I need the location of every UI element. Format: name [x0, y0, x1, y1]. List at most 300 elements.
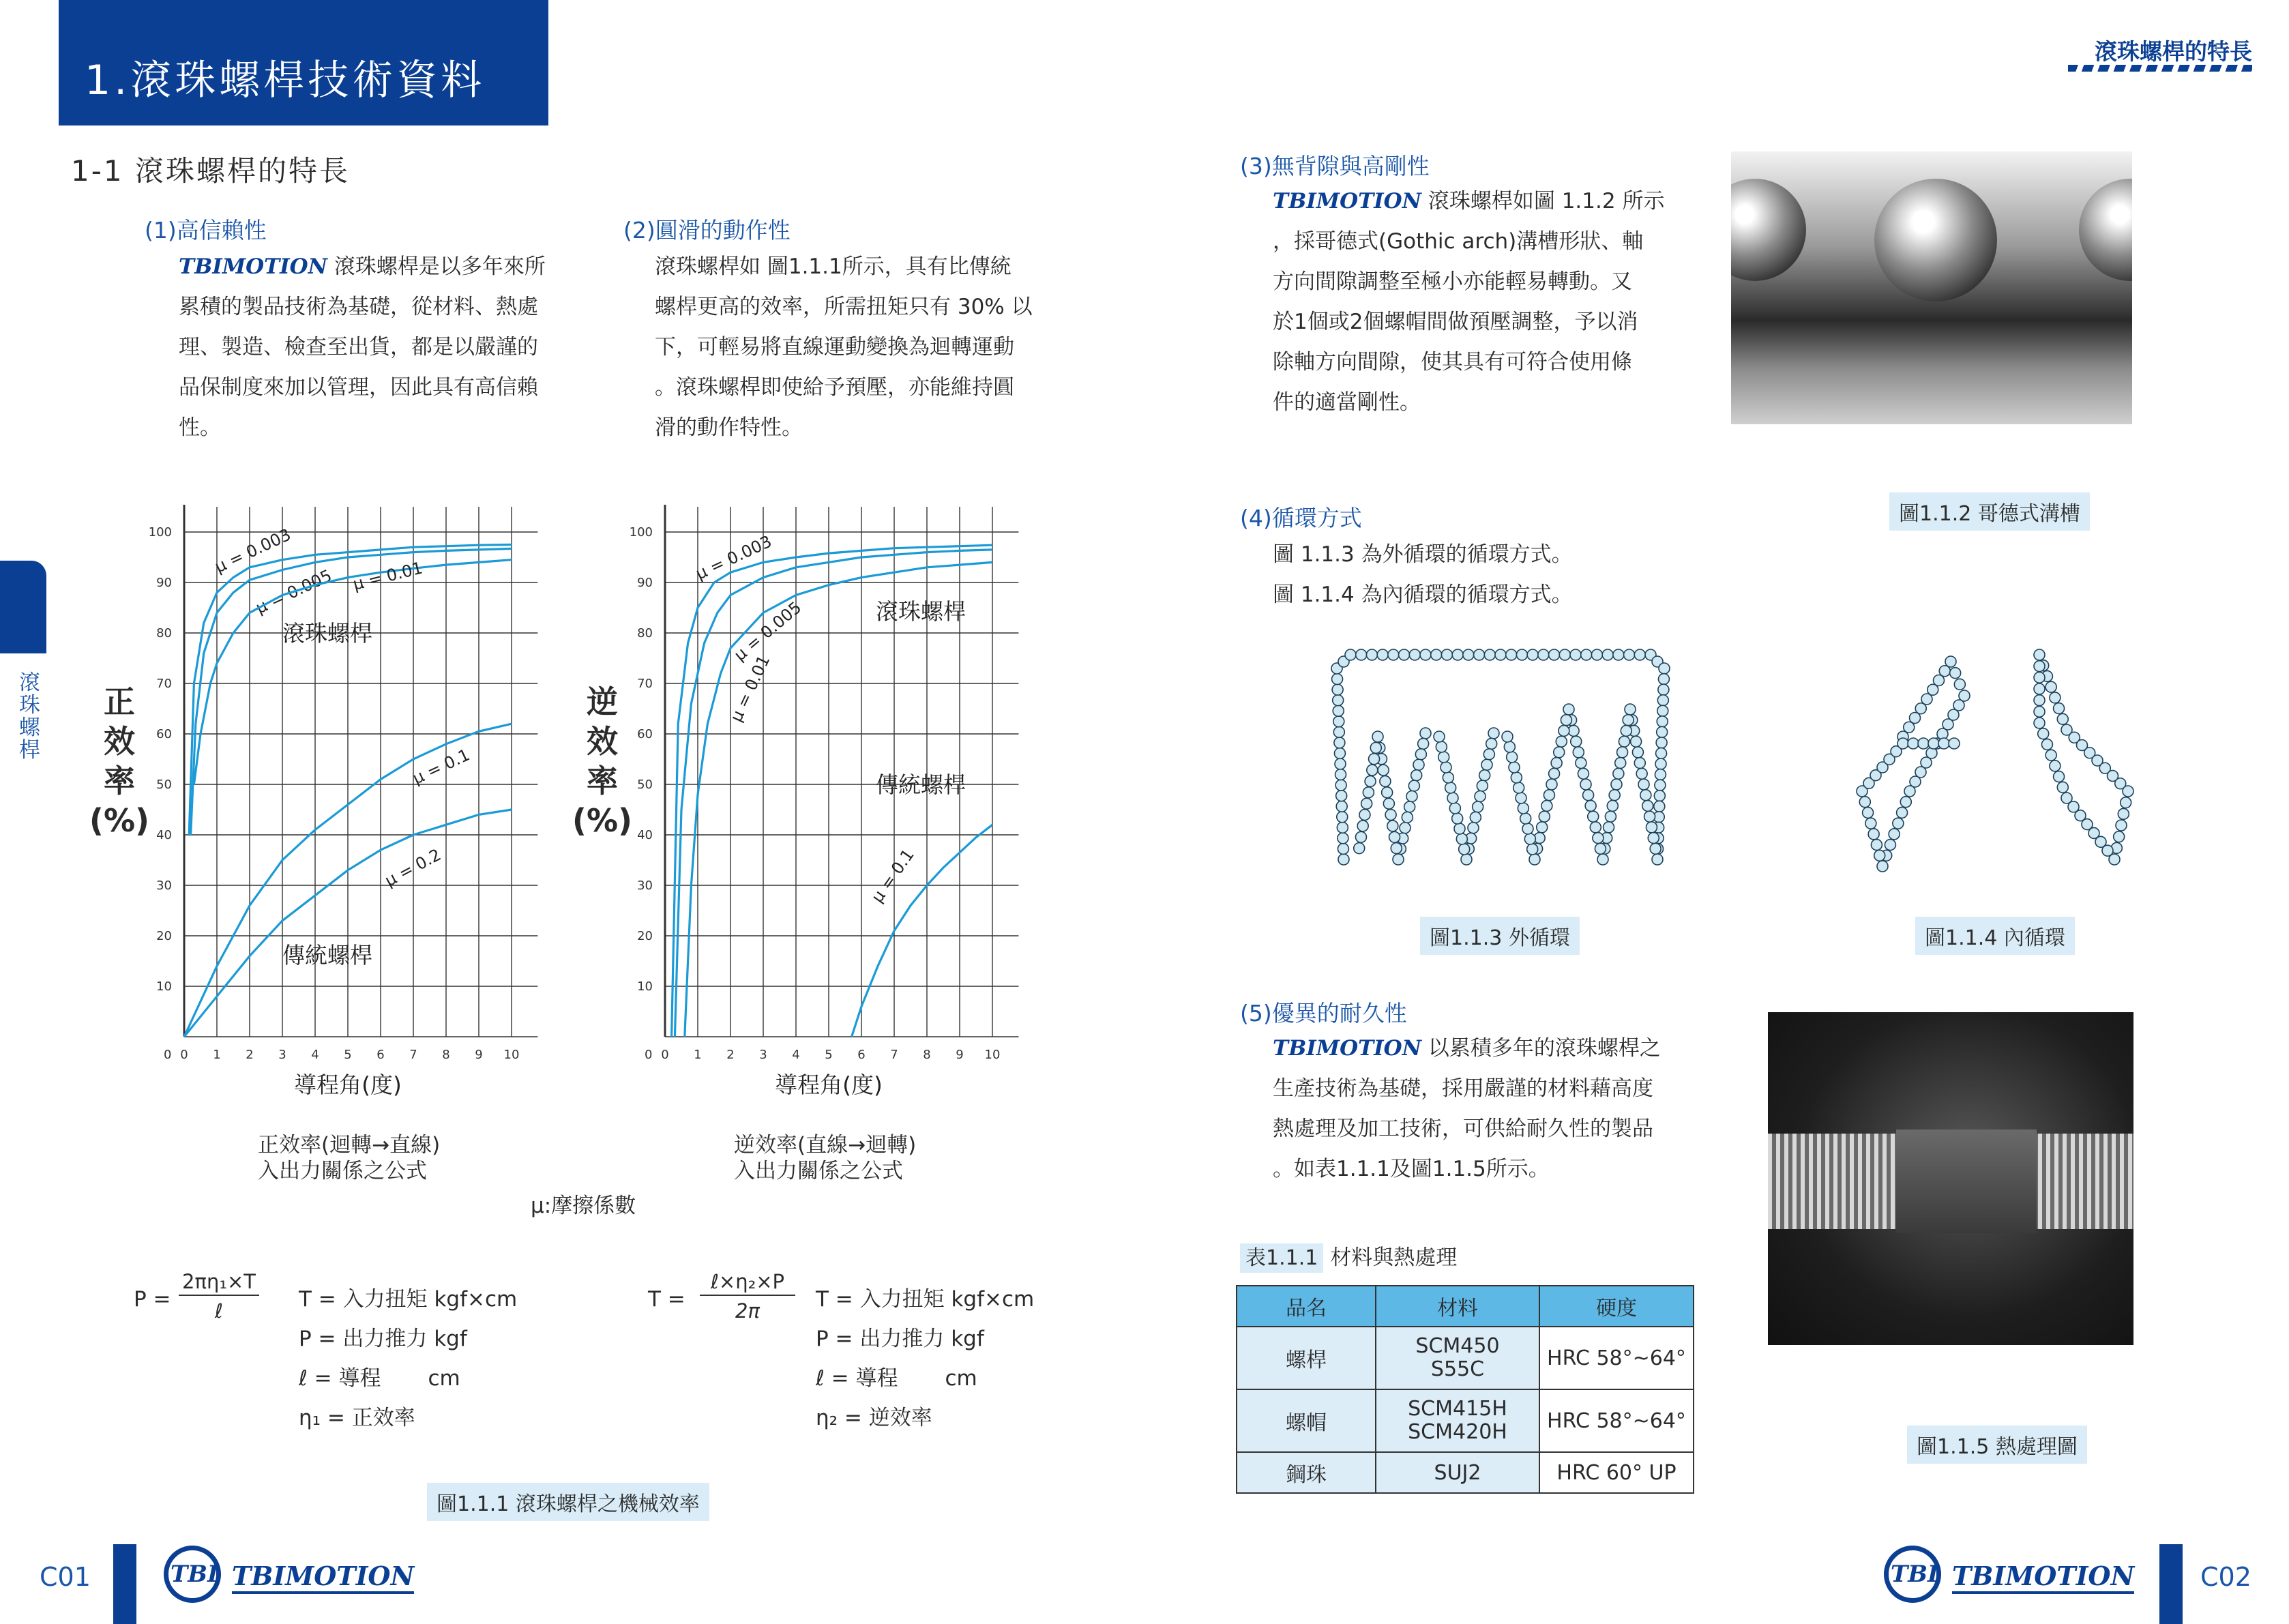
reverse-efficiency-chart — [610, 505, 1020, 1105]
logo-text: TBIMOTION — [232, 1561, 414, 1594]
ball-icon — [2121, 797, 2131, 808]
ball-icon — [1640, 790, 1651, 801]
ball-icon — [1336, 801, 1347, 812]
ball-icon — [2034, 695, 2045, 706]
ball-icon — [1605, 811, 1616, 822]
forward-formula-title: 正效率(迴轉→直線) 入出力關係之公式 — [258, 1133, 441, 1183]
item3-body: 滾珠螺桿如圖 1.1.2 所示 ，採哥德式(Gothic arch)溝槽形狀、軸 方向間隙調整至極小亦能輕易轉動。又 於1個或2個螺帽間做預壓調整，予以消 除軸方向間隙，使其具有可符合使用條 件的適當剛性。 — [1273, 189, 1665, 415]
ball-icon — [1556, 736, 1567, 747]
ball-icon — [1509, 762, 1520, 773]
x-tick-label: 8 — [923, 1048, 931, 1062]
ball-icon — [1383, 798, 1394, 809]
ball-icon — [1406, 791, 1417, 802]
ball-icon — [1658, 674, 1669, 685]
ballscrew-label: 滾珠螺桿 — [876, 598, 966, 625]
x-tick-label: 2 — [726, 1048, 735, 1062]
ball-icon — [1389, 831, 1400, 842]
ball-icon — [1445, 782, 1456, 793]
x-tick-label: 4 — [792, 1048, 800, 1062]
ball-icon — [1408, 780, 1419, 791]
ball-icon — [1623, 715, 1634, 726]
caption-fig114: 圖1.1.4 內循環 — [1915, 917, 2075, 955]
ball-icon — [1357, 821, 1368, 831]
ball-icon — [1488, 728, 1499, 739]
ball-icon — [1355, 831, 1366, 842]
ball-icon — [2050, 692, 2061, 703]
y-tick-label: 90 — [637, 576, 653, 590]
ball-icon — [1632, 747, 1643, 758]
ball-icon — [1549, 768, 1560, 779]
ball-icon — [1634, 649, 1645, 660]
logo-left — [164, 1546, 423, 1603]
cell-material: SUJ2 — [1376, 1452, 1539, 1493]
logo-mark: TBI — [1891, 1561, 1938, 1588]
ball-icon — [1473, 801, 1483, 812]
ball-icon — [1481, 759, 1492, 770]
ball-icon — [1524, 833, 1535, 844]
ball-icon — [1409, 649, 1420, 660]
x-tick-label: 6 — [376, 1048, 385, 1062]
item4-text: 圖 1.1.3 為外循環的循環方式。 圖 1.1.4 為內循環的循環方式。 — [1273, 542, 1573, 607]
y-tick-label: 40 — [637, 828, 653, 842]
y-tick-label: 80 — [637, 626, 653, 640]
ball-icon — [1544, 790, 1554, 801]
y-tick-label: 20 — [156, 929, 172, 943]
item4-title: (4)循環方式 — [1240, 505, 1362, 531]
ball-icon — [1518, 803, 1529, 814]
ball-icon — [1631, 736, 1642, 747]
chapter-title-bar — [59, 0, 548, 126]
x-tick-label: 10 — [503, 1048, 520, 1062]
ball-icon — [1335, 758, 1346, 769]
cell-material: SCM450 S55C — [1376, 1327, 1539, 1389]
ball-icon — [1527, 649, 1538, 660]
ball-icon — [1400, 823, 1411, 833]
ball-icon — [1438, 752, 1449, 763]
y-tick-label: 100 — [629, 525, 653, 540]
header-stripes — [2068, 65, 2252, 72]
y-tick-label: 30 — [637, 879, 653, 893]
caption-fig112: 圖1.1.2 哥德式溝槽 — [1889, 492, 2090, 531]
def-line: P = 出力推力 kgf — [299, 1327, 467, 1351]
logo-text: TBIMOTION — [1952, 1561, 2134, 1594]
ball-icon — [1411, 770, 1422, 781]
item1-text — [179, 247, 588, 448]
ball-icon — [1602, 649, 1613, 660]
ball-icon — [1659, 663, 1670, 674]
ball-icon — [1420, 649, 1431, 660]
ball-icon — [1877, 861, 1888, 872]
ball-icon — [1511, 772, 1522, 783]
footer-bar-left — [113, 1544, 136, 1624]
traditional-screw-label: 傳統螺桿 — [282, 942, 372, 969]
ball-icon — [1336, 791, 1347, 801]
x-tick-label: 5 — [344, 1048, 352, 1062]
ball-icon — [1573, 747, 1584, 758]
ball-icon — [1332, 674, 1343, 685]
series-label: μ = 0.003 — [692, 531, 775, 584]
x-axis-label: 導程角(度) — [294, 1072, 402, 1098]
cell-hardness: HRC 58°~64° — [1539, 1327, 1694, 1389]
ball-icon — [1871, 840, 1882, 851]
ball-icon — [1561, 715, 1571, 726]
ball-icon — [1868, 829, 1879, 840]
ball-icon — [1404, 801, 1415, 812]
ball-icon — [1333, 716, 1344, 727]
def-line: ℓ = 導程 cm — [816, 1366, 977, 1391]
ball-icon — [1431, 649, 1442, 660]
ball-icon — [1372, 731, 1383, 742]
ball-icon — [1513, 782, 1524, 793]
ball-icon — [1551, 758, 1562, 769]
ball-icon — [1333, 705, 1344, 716]
ball-icon — [1621, 725, 1631, 736]
ball-icon — [2054, 771, 2065, 782]
ball-icon — [1588, 811, 1599, 822]
caption-fig113: 圖1.1.3 外循環 — [1420, 917, 1580, 955]
formula-right-numerator: ℓ×η₂×P — [700, 1270, 795, 1296]
ball-icon — [1413, 759, 1424, 770]
ball-icon — [1889, 829, 1900, 840]
def-line: η₂ = 逆效率 — [816, 1406, 932, 1430]
ball-icon — [1874, 850, 1885, 861]
item5-body: 以累積多年的滾珠螺桿之 生產技術為基礎，採用嚴謹的材料藉高度 熱處理及加工技術，可供給耐久性的製品 。如表1.1.1及圖1.1.5所示。 — [1273, 1036, 1661, 1181]
ball-icon — [2116, 820, 2127, 831]
ball-icon — [2034, 661, 2045, 672]
ball-icon — [1454, 823, 1465, 834]
ball-icon — [1638, 779, 1649, 790]
series-label: μ = 0.005 — [730, 597, 806, 665]
table-row — [1237, 1452, 1694, 1493]
x-tick-label: 9 — [956, 1048, 964, 1062]
gothic-groove-photo — [1731, 151, 2132, 424]
ball-icon — [1477, 780, 1488, 791]
caption-fig111: 圖1.1.1 滾珠螺桿之機械效率 — [427, 1483, 709, 1521]
origin-label: 0 — [645, 1048, 653, 1062]
ball-icon — [1654, 801, 1665, 812]
ball-icon — [1387, 821, 1398, 831]
cell-hardness: HRC 60° UP — [1539, 1452, 1694, 1493]
table-header-row — [1237, 1286, 1694, 1327]
running-header: 滾珠螺桿的特長 — [2095, 38, 2252, 65]
origin-label: 0 — [164, 1048, 172, 1062]
ball-icon — [2123, 786, 2133, 797]
def-line: P = 出力推力 kgf — [816, 1327, 984, 1351]
ball-icon — [1654, 791, 1665, 801]
series-label: μ = 0.2 — [381, 844, 445, 891]
ball-icon — [1475, 791, 1486, 802]
ball-icon — [2041, 739, 2052, 750]
ball-icon — [1461, 854, 1472, 865]
ball-icon — [1657, 716, 1668, 727]
item5-text — [1273, 1029, 1709, 1190]
ball-icon — [1527, 844, 1538, 855]
ball-icon — [1502, 731, 1513, 742]
ball-icon — [1441, 649, 1452, 660]
ball-icon — [2034, 706, 2045, 717]
ball-icon — [1897, 807, 1908, 818]
formula-right-denominator: 2π — [735, 1299, 760, 1323]
item2-text: 滾珠螺桿如 圖1.1.1所示，具有比傳統 螺桿更高的效率，所需扭矩只有 30% 以 下，可輕易將直線運動變換為迴轉運動 。滾珠螺桿即使給予預壓，亦能維持圓 滑的動作特性。 — [655, 254, 1033, 440]
ball-icon — [1646, 822, 1657, 833]
y-tick-label: 90 — [156, 576, 172, 590]
y-tick-label: 80 — [156, 626, 172, 640]
ball-icon — [1656, 737, 1667, 748]
header-name: 品名 — [1237, 1286, 1376, 1327]
ball-icon — [1908, 738, 1919, 749]
ball-icon — [1479, 770, 1490, 781]
ball-icon — [1655, 758, 1666, 769]
forward-ylabel: 正效率 (%) — [89, 683, 150, 839]
series-label: μ = 0.01 — [726, 652, 774, 725]
ball-icon — [1904, 786, 1915, 797]
section-title: 1-1 滾珠螺桿的特長 — [71, 154, 350, 188]
ball-icon — [1516, 649, 1527, 660]
ball-icon — [1333, 695, 1344, 706]
ball-icon — [2034, 683, 2045, 694]
ball-icon — [1634, 758, 1645, 769]
table-row — [1237, 1327, 1694, 1389]
ball-icon — [1354, 843, 1365, 854]
y-tick-label: 20 — [637, 929, 653, 943]
ball-icon — [1900, 797, 1911, 808]
caption-fig115: 圖1.1.5 熱處理圖 — [1907, 1426, 2087, 1464]
ball-icon — [1865, 818, 1876, 829]
formula-left-lhs: P = — [134, 1287, 171, 1312]
ball-icon — [1585, 800, 1596, 811]
chapter-title: 1.滾珠螺桿技術資料 — [85, 57, 486, 104]
ball-icon — [1539, 811, 1550, 822]
table-row — [1237, 1389, 1694, 1452]
ball-icon — [1529, 854, 1540, 865]
def-line: T = 入力扭矩 kgf×cm — [816, 1287, 1035, 1312]
ball-icon — [1382, 787, 1393, 798]
ball-icon — [1595, 843, 1606, 854]
series-label: μ = 0.003 — [211, 525, 294, 577]
ball-icon — [1456, 833, 1467, 844]
ball-icon — [1338, 854, 1349, 865]
series-line — [191, 548, 512, 835]
ball-icon — [2046, 681, 2056, 692]
ball-icon — [1335, 769, 1346, 780]
ball-icon — [1420, 728, 1431, 739]
ball-icon — [1393, 854, 1404, 865]
ball-icon — [1885, 840, 1895, 851]
x-tick-label: 0 — [661, 1048, 669, 1062]
external-circulation-diagram — [1330, 641, 1678, 873]
item1-body: 滾珠螺桿是以多年來所 累積的製品技術為基礎，從材料、熱處 理、製造、檢查至出貨，都是以嚴謹的 品保制度來加以管理，因此具有高信賴 性。 — [179, 254, 546, 440]
friction-note: μ:摩擦係數 — [531, 1194, 636, 1218]
ball-icon — [2034, 672, 2045, 683]
x-tick-label: 8 — [442, 1048, 450, 1062]
ball-icon — [2054, 703, 2065, 714]
def-line: ℓ = 導程 cm — [299, 1366, 460, 1391]
ball-icon — [1607, 800, 1618, 811]
formula-right-defs — [816, 1280, 1034, 1438]
ball-icon — [1338, 833, 1348, 844]
brand-name: TBIMOTION — [1273, 189, 1421, 213]
ball-icon — [1945, 656, 1956, 667]
x-tick-label: 1 — [213, 1048, 221, 1062]
ball-icon — [1434, 731, 1445, 742]
page-number-right: C02 — [2200, 1562, 2251, 1592]
ball-icon — [1549, 649, 1560, 660]
logo-mark: TBI — [171, 1561, 218, 1588]
series-label: μ = 0.1 — [409, 745, 473, 788]
cell-hardness: HRC 58°~64° — [1539, 1389, 1694, 1452]
ball-icon — [1380, 776, 1391, 786]
side-label: 滾珠螺桿 — [19, 670, 40, 763]
ball-icon — [2057, 782, 2068, 793]
ball-icon — [1624, 649, 1635, 660]
ball-icon — [1617, 747, 1628, 758]
ball-icon — [1463, 649, 1474, 660]
ball-icon — [1656, 748, 1667, 758]
footer-bar-right — [2159, 1544, 2183, 1624]
table-caption — [1240, 1240, 1457, 1271]
ball-icon — [1391, 843, 1402, 854]
y-tick-label: 50 — [156, 778, 172, 792]
ball-icon — [1367, 765, 1378, 776]
ball-icon — [1593, 833, 1604, 844]
reverse-formula-title: 逆效率(直線→迴轉) 入出力關係之公式 — [734, 1133, 917, 1183]
ball-icon — [1338, 843, 1348, 854]
ball-icon — [1591, 649, 1602, 660]
series-label: μ = 0.005 — [252, 565, 335, 618]
ball-icon — [1506, 649, 1517, 660]
y-tick-label: 60 — [637, 727, 653, 741]
ball-icon — [1332, 684, 1343, 695]
ball-icon — [1468, 823, 1479, 833]
ball-icon — [2050, 761, 2061, 771]
ball-icon — [1452, 649, 1463, 660]
x-tick-label: 7 — [890, 1048, 898, 1062]
ball-icon — [1580, 779, 1591, 790]
ball-icon — [1578, 768, 1589, 779]
ball-icon — [1484, 649, 1495, 660]
ball-icon — [1504, 741, 1515, 752]
item3-text — [1273, 181, 1693, 423]
x-tick-label: 7 — [409, 1048, 417, 1062]
ball-icon — [1495, 649, 1506, 660]
ball-icon — [1625, 704, 1636, 715]
ball-icon — [1655, 769, 1666, 780]
item3-title: (3)無背隙與高剛性 — [1240, 153, 1430, 179]
x-tick-label: 2 — [246, 1048, 254, 1062]
table-title: 材料與熱處理 — [1330, 1245, 1458, 1270]
formula-left-defs — [299, 1280, 517, 1438]
ball-icon — [1657, 726, 1668, 737]
item1-title: (1)高信賴性 — [145, 217, 267, 243]
ball-icon — [1928, 738, 1939, 749]
ball-icon — [1546, 779, 1557, 790]
ball-icon — [1893, 818, 1904, 829]
y-tick-label: 100 — [148, 525, 172, 540]
page-number-left: C01 — [40, 1562, 91, 1592]
ball-icon — [1443, 772, 1453, 783]
ball-icon — [1648, 833, 1659, 844]
brand-name: TBIMOTION — [1273, 1036, 1421, 1061]
ball-icon — [1486, 738, 1497, 749]
internal-circulation-diagram — [1842, 641, 2162, 873]
ball-icon — [2118, 808, 2129, 819]
formula-left-numerator: 2πη₁×T — [179, 1270, 259, 1296]
ball-icon — [1918, 738, 1929, 749]
ball-icon — [1571, 736, 1582, 747]
ball-icon — [1950, 668, 1961, 679]
ball-icon — [1657, 705, 1668, 716]
y-tick-label: 30 — [156, 879, 172, 893]
ball-icon — [1938, 738, 1949, 749]
x-tick-label: 9 — [475, 1048, 483, 1062]
header-material: 材料 — [1376, 1286, 1539, 1327]
ball-icon — [1520, 813, 1531, 824]
ball-icon — [1611, 779, 1622, 790]
ball-icon — [1436, 741, 1447, 752]
ball-icon — [1576, 758, 1586, 769]
x-axis-label: 導程角(度) — [775, 1072, 883, 1098]
ball-icon — [1356, 649, 1367, 660]
ball-icon — [1447, 793, 1458, 803]
ball-icon — [1644, 811, 1655, 822]
ball-icon — [1334, 748, 1345, 758]
ball-icon — [1559, 649, 1570, 660]
ball-icon — [2038, 728, 2049, 739]
ball-icon — [1859, 797, 1870, 808]
x-tick-label: 10 — [984, 1048, 1001, 1062]
y-tick-label: 10 — [637, 979, 653, 994]
x-tick-label: 6 — [857, 1048, 866, 1062]
ball-icon — [1658, 684, 1669, 695]
ball-icon — [1650, 843, 1661, 854]
ball-icon — [1559, 725, 1569, 736]
ball-icon — [1516, 793, 1526, 803]
ball-icon — [1897, 738, 1908, 749]
ball-icon — [1402, 812, 1413, 823]
y-tick-label: 40 — [156, 828, 172, 842]
ballscrew-label: 滾珠螺桿 — [282, 620, 372, 647]
ball-icon — [1657, 695, 1668, 706]
cell-name: 鋼珠 — [1237, 1452, 1376, 1493]
ball-icon — [1474, 649, 1485, 660]
ball-icon — [1636, 768, 1647, 779]
logo-right — [1884, 1546, 2143, 1603]
ball-icon — [1333, 726, 1344, 737]
item5-title: (5)優異的耐久性 — [1240, 1000, 1407, 1027]
brand-name: TBIMOTION — [179, 254, 327, 279]
ball-icon — [2061, 793, 2072, 803]
ball-icon — [1377, 649, 1388, 660]
ball-icon — [1954, 679, 1965, 690]
def-line: η₁ = 正效率 — [299, 1406, 415, 1430]
ball-icon — [1441, 762, 1451, 773]
def-line: T = 入力扭矩 kgf×cm — [299, 1287, 518, 1312]
x-tick-label: 3 — [278, 1048, 286, 1062]
ball-icon — [1361, 798, 1372, 809]
ball-icon — [1369, 754, 1380, 765]
ball-icon — [1366, 649, 1377, 660]
ball-icon — [1581, 649, 1592, 660]
ball-icon — [2057, 713, 2068, 724]
item2-title: (2)圓滑的動作性 — [623, 217, 791, 243]
ball-icon — [2046, 750, 2056, 761]
y-tick-label: 70 — [637, 677, 653, 691]
ball-icon — [1483, 749, 1494, 760]
series-label: μ = 0.01 — [351, 558, 425, 594]
ball-icon — [1334, 737, 1345, 748]
ball-icon — [1949, 738, 1960, 749]
ball-icon — [2114, 831, 2125, 842]
